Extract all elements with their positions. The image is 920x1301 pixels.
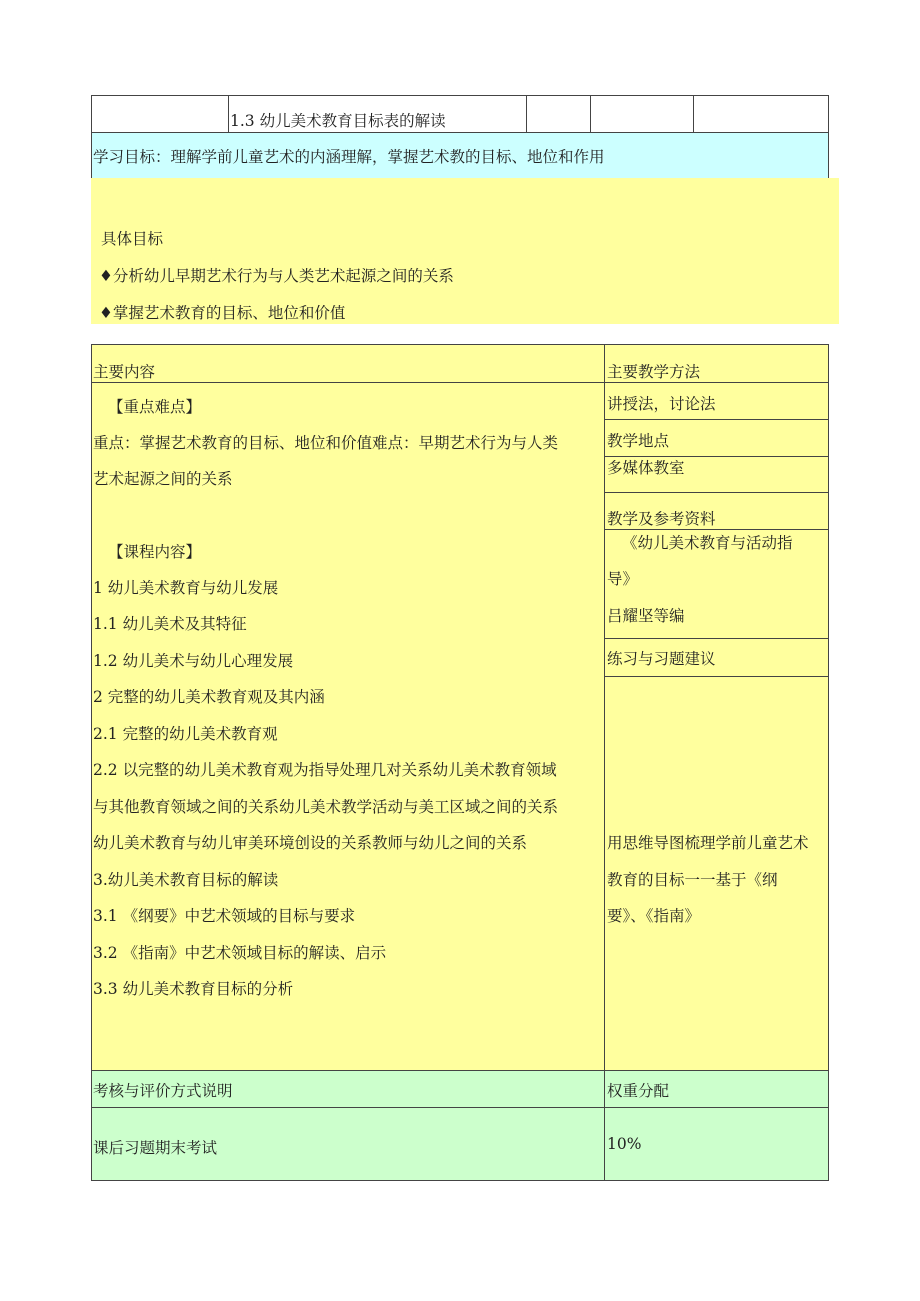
assessment-header-right: 权重分配 xyxy=(607,1082,670,1100)
course-line: 2.1 完整的幼儿美术教育观 xyxy=(93,725,278,743)
main-content-header: 主要内容 xyxy=(93,363,156,381)
assessment-value-right: 10% xyxy=(607,1135,642,1153)
location-header: 教学地点 xyxy=(607,432,670,450)
right-cell-rule xyxy=(604,456,829,457)
key-points-line: 重点：掌握艺术教育的目标、地位和价值难点：早期艺术行为与人类 xyxy=(93,434,559,452)
course-line: 2 完整的幼儿美术教育观及其内涵 xyxy=(93,688,325,706)
materials-author: 吕耀坚等编 xyxy=(607,607,685,625)
course-line: 幼儿美术教育与幼儿审美环境创设的关系教师与幼儿之间的关系 xyxy=(93,834,528,852)
right-cell-rule xyxy=(604,529,829,530)
exercise-line: 要》、《指南》 xyxy=(607,907,701,925)
exercise-line: 教育的目标一一基于《纲 xyxy=(607,871,778,889)
course-line: 3.3 幼儿美术教育目标的分析 xyxy=(93,980,294,998)
materials-line: 《幼儿美术教育与活动指 xyxy=(622,534,793,552)
assessment-divider xyxy=(604,1071,605,1181)
method-header: 主要教学方法 xyxy=(607,363,701,381)
top-table-divider xyxy=(526,95,527,133)
assessment-header-rule xyxy=(91,1107,829,1108)
location-value: 多媒体教室 xyxy=(607,459,685,477)
top-table-divider xyxy=(228,95,229,133)
exercise-header: 练习与习题建议 xyxy=(607,650,716,668)
method-value: 讲授法，讨论法 xyxy=(607,395,716,413)
right-cell-rule xyxy=(604,492,829,493)
course-line: 1 幼儿美术教育与幼儿发展 xyxy=(93,579,279,597)
main-table-column-divider xyxy=(604,344,605,1181)
course-line: 与其他教育领域之间的关系幼儿美术教学活动与美工区域之间的关系 xyxy=(93,798,559,816)
right-cell-rule xyxy=(604,382,829,383)
specific-goal-item: ♦分析幼儿早期艺术行为与人类艺术起源之间的关系 xyxy=(99,267,454,285)
lesson-title: 1.3 幼儿美术教育目标表的解读 xyxy=(230,112,446,130)
specific-goals-heading: 具体目标 xyxy=(101,230,164,248)
course-line: 1.1 幼儿美术及其特征 xyxy=(93,615,247,633)
key-points-heading: 【重点难点】 xyxy=(108,398,202,416)
assessment-value-left: 课后习题期末考试 xyxy=(93,1139,218,1157)
top-table xyxy=(91,95,829,133)
course-line: 3.2 《指南》中艺术领域目标的解读、启示 xyxy=(93,944,387,962)
course-line: 3.1 《纲要》中艺术领域的目标与要求 xyxy=(93,907,356,925)
materials-line: 导》 xyxy=(607,570,639,588)
course-line: 1.2 幼儿美术与幼儿心理发展 xyxy=(93,652,294,670)
course-line: 2.2 以完整的幼儿美术教育观为指导处理几对关系幼儿美术教育领域 xyxy=(93,761,557,779)
assessment-header-left: 考核与评价方式说明 xyxy=(93,1082,233,1100)
exercise-line: 用思维导图梳理学前儿童艺术 xyxy=(607,834,809,852)
course-line: 3.幼儿美术教育目标的解读 xyxy=(93,871,279,889)
right-cell-rule xyxy=(604,638,829,639)
right-cell-rule xyxy=(604,676,829,677)
specific-goal-item: ♦掌握艺术教育的目标、地位和价值 xyxy=(99,304,346,322)
key-points-line: 艺术起源之间的关系 xyxy=(93,470,233,488)
top-table-divider xyxy=(693,95,694,133)
main-table-header-rule xyxy=(91,382,604,383)
right-cell-rule xyxy=(604,419,829,420)
materials-header: 教学及参考资料 xyxy=(607,510,716,528)
course-content-heading: 【课程内容】 xyxy=(108,543,202,561)
top-table-divider xyxy=(590,95,591,133)
learning-goal-text: 学习目标：理解学前儿童艺术的内涵理解，掌握艺术教的目标、地位和作用 xyxy=(93,148,605,166)
